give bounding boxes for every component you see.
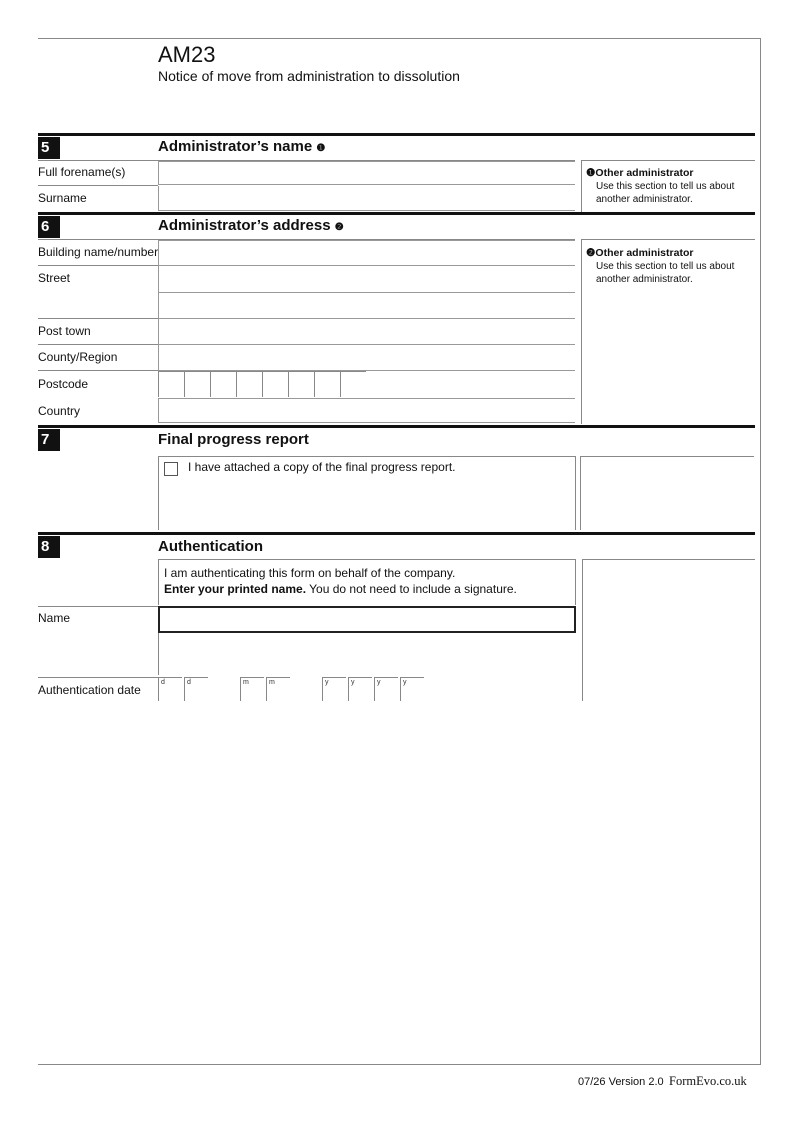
building-label: Building name/number xyxy=(38,245,159,259)
note-2-text: Use this section to tell us about another administrator. xyxy=(596,261,735,285)
footer-version: 07/26 Version 2.0 xyxy=(578,1076,664,1088)
postcode-box-top xyxy=(340,371,365,372)
form-code: AM23 xyxy=(158,42,216,67)
date-letter: m xyxy=(243,679,249,686)
final-report-checkbox-label: I have attached a copy of the final progress report. xyxy=(188,460,456,474)
section-8-title: Authentication xyxy=(158,538,263,555)
postcode-box[interactable] xyxy=(210,371,236,397)
form-title: Notice of move from administration to dissolution xyxy=(158,68,460,84)
postcode-box[interactable] xyxy=(340,371,366,397)
date-month-box[interactable] xyxy=(240,677,264,701)
date-letter: y xyxy=(403,679,407,686)
note-1-text: Use this section to tell us about another administrator. xyxy=(596,181,735,205)
date-day-box[interactable] xyxy=(158,677,182,701)
date-day-box[interactable] xyxy=(184,677,208,701)
date-year-box[interactable] xyxy=(322,677,346,701)
street-field-2[interactable] xyxy=(158,292,575,319)
country-field[interactable] xyxy=(158,398,575,423)
section-6-title: Administrator’s address ❷ xyxy=(158,217,344,234)
post-town-label: Post town xyxy=(38,324,91,338)
name-label: Name xyxy=(38,611,71,625)
authentication-instruction: Enter your printed name. You do not need to include a signature. xyxy=(164,582,517,596)
note-1-icon: ❶ xyxy=(586,167,596,179)
date-year-box[interactable] xyxy=(374,677,398,701)
post-town-underline xyxy=(38,344,158,345)
post-town-field[interactable] xyxy=(158,319,575,345)
section-7-rule xyxy=(38,425,755,428)
section-5-rule xyxy=(38,133,755,136)
top-border xyxy=(38,38,761,39)
name-field-left-line xyxy=(158,633,159,675)
postcode-label: Postcode xyxy=(38,377,89,391)
date-letter: m xyxy=(269,679,275,686)
postcode-box[interactable] xyxy=(184,371,210,397)
date-letter: d xyxy=(187,679,191,686)
county-label: County/Region xyxy=(38,350,118,364)
street-label: Street xyxy=(38,271,71,285)
section-5-title: Administrator’s name ❶ xyxy=(158,138,326,155)
date-letter: y xyxy=(377,679,381,686)
surname-field[interactable] xyxy=(158,186,575,211)
street-underline xyxy=(38,318,158,319)
printed-name-input[interactable] xyxy=(158,606,576,633)
section-8-number: 8 xyxy=(38,536,60,558)
note-1-title: Other administrator xyxy=(595,167,694,179)
date-letter: d xyxy=(161,679,165,686)
footer-brand: FormEvo.co.uk xyxy=(669,1074,747,1088)
county-field[interactable] xyxy=(158,345,575,371)
street-field-1[interactable] xyxy=(158,266,575,293)
right-border xyxy=(760,38,761,1065)
section-7-title: Final progress report xyxy=(158,431,309,448)
postcode-box[interactable] xyxy=(236,371,262,397)
authentication-date-label: Authentication date xyxy=(38,683,141,697)
postcode-box[interactable] xyxy=(314,371,340,397)
surname-label: Surname xyxy=(38,191,87,205)
postcode-box[interactable] xyxy=(262,371,288,397)
date-letter: y xyxy=(351,679,355,686)
section-7-side-box xyxy=(580,456,754,530)
bottom-border xyxy=(38,1064,761,1065)
section-6-number: 6 xyxy=(38,216,60,238)
country-label: Country xyxy=(38,404,81,418)
name-top-line xyxy=(38,606,158,607)
section-5-number: 5 xyxy=(38,137,60,159)
date-month-box[interactable] xyxy=(266,677,290,701)
date-year-box[interactable] xyxy=(348,677,372,701)
forenames-field[interactable] xyxy=(158,161,575,185)
section-7-number: 7 xyxy=(38,429,60,451)
date-year-box[interactable] xyxy=(400,677,424,701)
postcode-box[interactable] xyxy=(158,371,184,397)
authentication-intro: I am authenticating this form on behalf of the company. xyxy=(164,566,456,580)
note-2-title: Other administrator xyxy=(595,247,694,259)
note-2 xyxy=(586,247,746,286)
section-6-rule xyxy=(38,212,755,215)
date-letter: y xyxy=(325,679,329,686)
building-underline xyxy=(38,265,158,266)
forenames-label: Full forename(s) xyxy=(38,165,126,179)
forenames-underline xyxy=(38,185,158,186)
section-8-rule xyxy=(38,532,755,535)
final-report-checkbox[interactable] xyxy=(164,462,178,476)
section-8-side-box xyxy=(582,559,755,701)
building-field[interactable] xyxy=(158,240,575,266)
note-1 xyxy=(586,167,746,206)
note-2-marker-icon: ❷ xyxy=(334,222,344,233)
county-underline xyxy=(38,370,158,371)
note-2-icon: ❷ xyxy=(586,247,596,259)
postcode-box[interactable] xyxy=(288,371,314,397)
date-top-line xyxy=(38,677,158,678)
note-1-marker-icon: ❶ xyxy=(316,143,326,154)
